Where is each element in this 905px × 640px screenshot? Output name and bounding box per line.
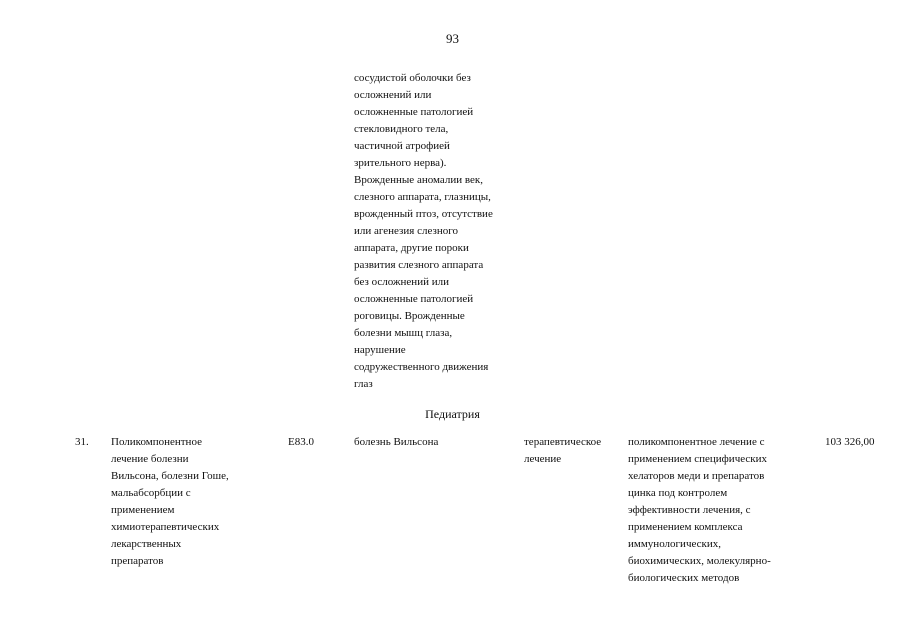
text-line: Поликомпонентное	[111, 436, 202, 448]
text-line: мальабсорбции с	[111, 487, 191, 499]
text-line: развития слезного аппарата	[354, 259, 484, 271]
row-number: 31.	[75, 436, 89, 448]
text-line: поликомпонентное лечение с	[628, 436, 765, 448]
diagnosis-code: E83.0	[288, 436, 314, 448]
text-line: стекловидного тела,	[354, 123, 449, 135]
text-line: хелаторов меди и препаратов	[628, 470, 765, 482]
treatment-type	[524, 434, 624, 468]
page-number: 93	[446, 31, 459, 46]
text-line: осложненные патологией	[354, 106, 474, 118]
text-line: зрительного нерва).	[354, 157, 447, 169]
text-line: нарушение	[354, 344, 406, 356]
text-line: применением	[111, 504, 175, 516]
text-line: болезни мышц глаза,	[354, 327, 453, 339]
text-line: Врожденные аномалии век,	[354, 174, 483, 186]
text-line: роговицы. Врожденные	[354, 310, 465, 322]
text-line: Вильсона, болезни Гоше,	[111, 470, 229, 482]
text-line: лечение болезни	[111, 453, 189, 465]
text-line: без осложнений или	[354, 276, 449, 288]
text-line: или агенезия слезного	[354, 225, 458, 237]
text-line: лечение	[524, 453, 562, 465]
patient-model	[354, 434, 519, 451]
text-line: иммунологических,	[628, 538, 721, 550]
text-line: содружественного движения	[354, 361, 489, 373]
text-line: применением комплекса	[628, 521, 743, 533]
text-line: биохимических, молекулярно-	[628, 555, 771, 567]
section-title: Педиатрия	[425, 407, 480, 421]
procedure-name	[111, 434, 281, 570]
text-line: лекарственных	[111, 538, 182, 550]
text-line: частичной атрофией	[354, 140, 450, 152]
text-line: применением специфических	[628, 453, 767, 465]
text-line: глаз	[354, 378, 373, 390]
text-line: сосудистой оболочки без	[354, 72, 471, 84]
text-line: химиотерапевтических	[111, 521, 220, 533]
cost-value: 103 326,00	[825, 436, 875, 448]
text-line: цинка под контролем	[628, 487, 728, 499]
text-line: врожденный птоз, отсутствие	[354, 208, 493, 220]
text-line: осложнений или	[354, 89, 432, 101]
text-line: биологических методов	[628, 572, 740, 584]
text-line: болезнь Вильсона	[354, 436, 439, 448]
text-line: слезного аппарата, глазницы,	[354, 191, 491, 203]
text-line: препаратов	[111, 555, 164, 567]
text-line: осложненные патологией	[354, 293, 474, 305]
continuation-text	[354, 70, 524, 393]
text-line: аппарата, другие пороки	[354, 242, 469, 254]
text-line: эффективности лечения, с	[628, 504, 751, 516]
treatment-method	[628, 434, 818, 587]
text-line: терапевтическое	[524, 436, 602, 448]
